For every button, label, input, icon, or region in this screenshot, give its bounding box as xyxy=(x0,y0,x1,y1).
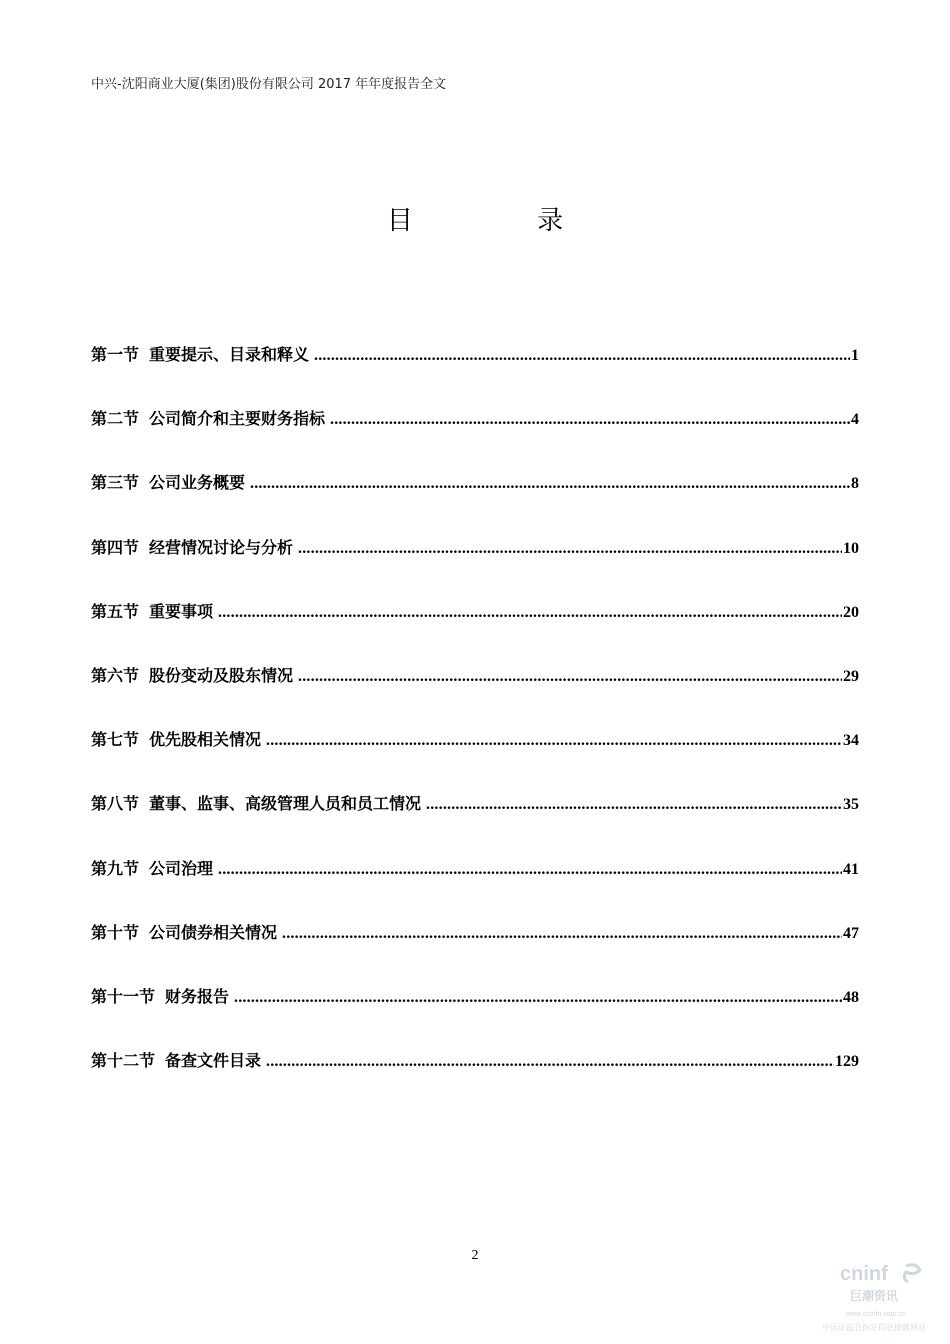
toc-page-number: 29 xyxy=(843,667,859,685)
toc-entry[interactable] xyxy=(91,599,859,663)
toc-leader-dots xyxy=(250,475,850,493)
toc-page-number: 41 xyxy=(843,860,859,878)
toc-leader-dots xyxy=(298,668,842,686)
page-number: 2 xyxy=(471,1248,479,1263)
toc-entry[interactable] xyxy=(91,791,859,855)
toc-page-number: 35 xyxy=(843,796,859,814)
toc-leader-dots xyxy=(298,540,842,558)
toc-entry[interactable] xyxy=(91,535,859,599)
toc-page-number: 20 xyxy=(843,603,859,621)
toc-heading: 公司治理 xyxy=(149,858,214,878)
toc-page-number: 48 xyxy=(843,988,859,1006)
toc-section-number: 第四节 xyxy=(91,537,140,557)
toc-page-number: 4 xyxy=(851,411,859,429)
toc-page-number: 34 xyxy=(843,732,859,750)
toc-section-number: 第十节 xyxy=(91,922,140,942)
toc-leader-dots xyxy=(234,989,842,1007)
watermark-tagline: 中国证监会指定信息披露网站 xyxy=(822,1323,926,1332)
toc-page-number: 10 xyxy=(843,539,859,557)
toc-leader-dots xyxy=(426,796,842,814)
page-title: 目 录 xyxy=(386,206,622,236)
watermark-brand: cninf xyxy=(840,1263,888,1285)
toc-section-number: 第八节 xyxy=(91,794,140,814)
toc-leader-dots xyxy=(218,604,842,622)
toc-page-number: 129 xyxy=(835,1053,859,1071)
toc-entry[interactable] xyxy=(91,727,859,791)
cninfo-watermark-logo xyxy=(820,1256,940,1336)
toc-leader-dots xyxy=(266,1053,834,1071)
toc-section-number: 第一节 xyxy=(91,345,140,364)
toc-heading: 重要事项 xyxy=(149,601,214,621)
toc-section-number: 第十二节 xyxy=(91,1051,156,1071)
toc-leader-dots xyxy=(218,861,842,879)
toc-page-number: 47 xyxy=(843,924,859,942)
toc-leader-dots xyxy=(282,925,842,943)
toc-heading: 备查文件目录 xyxy=(165,1051,262,1071)
table-of-contents xyxy=(91,342,859,1112)
toc-page-number: 8 xyxy=(851,475,859,493)
watermark-chinese-name: 巨潮资讯 xyxy=(850,1289,899,1303)
toc-entry[interactable] xyxy=(91,342,859,406)
toc-leader-dots xyxy=(266,732,842,750)
toc-heading: 公司业务概要 xyxy=(149,473,246,493)
toc-entry[interactable] xyxy=(91,663,859,727)
toc-heading: 经营情况讨论与分析 xyxy=(149,537,294,557)
toc-section-number: 第二节 xyxy=(91,409,140,429)
toc-entry[interactable] xyxy=(91,1048,859,1112)
toc-section-number: 第五节 xyxy=(91,601,140,621)
toc-heading: 董事、监事、高级管理人员和员工情况 xyxy=(149,794,422,814)
toc-leader-dots xyxy=(314,347,850,365)
toc-section-number: 第六节 xyxy=(91,665,140,685)
toc-entry[interactable] xyxy=(91,984,859,1048)
toc-entry[interactable] xyxy=(91,470,859,534)
toc-entry[interactable] xyxy=(91,406,859,470)
toc-heading: 优先股相关情况 xyxy=(149,730,262,750)
toc-section-number: 第七节 xyxy=(91,730,140,750)
toc-heading: 财务报告 xyxy=(165,986,230,1006)
toc-heading: 公司简介和主要财务指标 xyxy=(149,409,326,429)
toc-heading: 重要提示、目录和释义 xyxy=(149,345,310,364)
document-header: 中兴-沈阳商业大厦(集团)股份有限公司 2017 年年度报告全文 xyxy=(91,77,447,92)
toc-leader-dots xyxy=(330,411,850,429)
watermark-swirl-icon xyxy=(904,1265,920,1282)
toc-page-number: 1 xyxy=(851,347,859,364)
toc-heading: 股份变动及股东情况 xyxy=(149,665,294,685)
toc-section-number: 第九节 xyxy=(91,858,140,878)
toc-entry[interactable] xyxy=(91,856,859,920)
watermark-url: www.cninfo.com.cn xyxy=(846,1311,906,1318)
toc-section-number: 第十一节 xyxy=(91,986,156,1006)
toc-heading: 公司债券相关情况 xyxy=(149,922,278,942)
toc-section-number: 第三节 xyxy=(91,473,140,493)
toc-entry[interactable] xyxy=(91,920,859,984)
